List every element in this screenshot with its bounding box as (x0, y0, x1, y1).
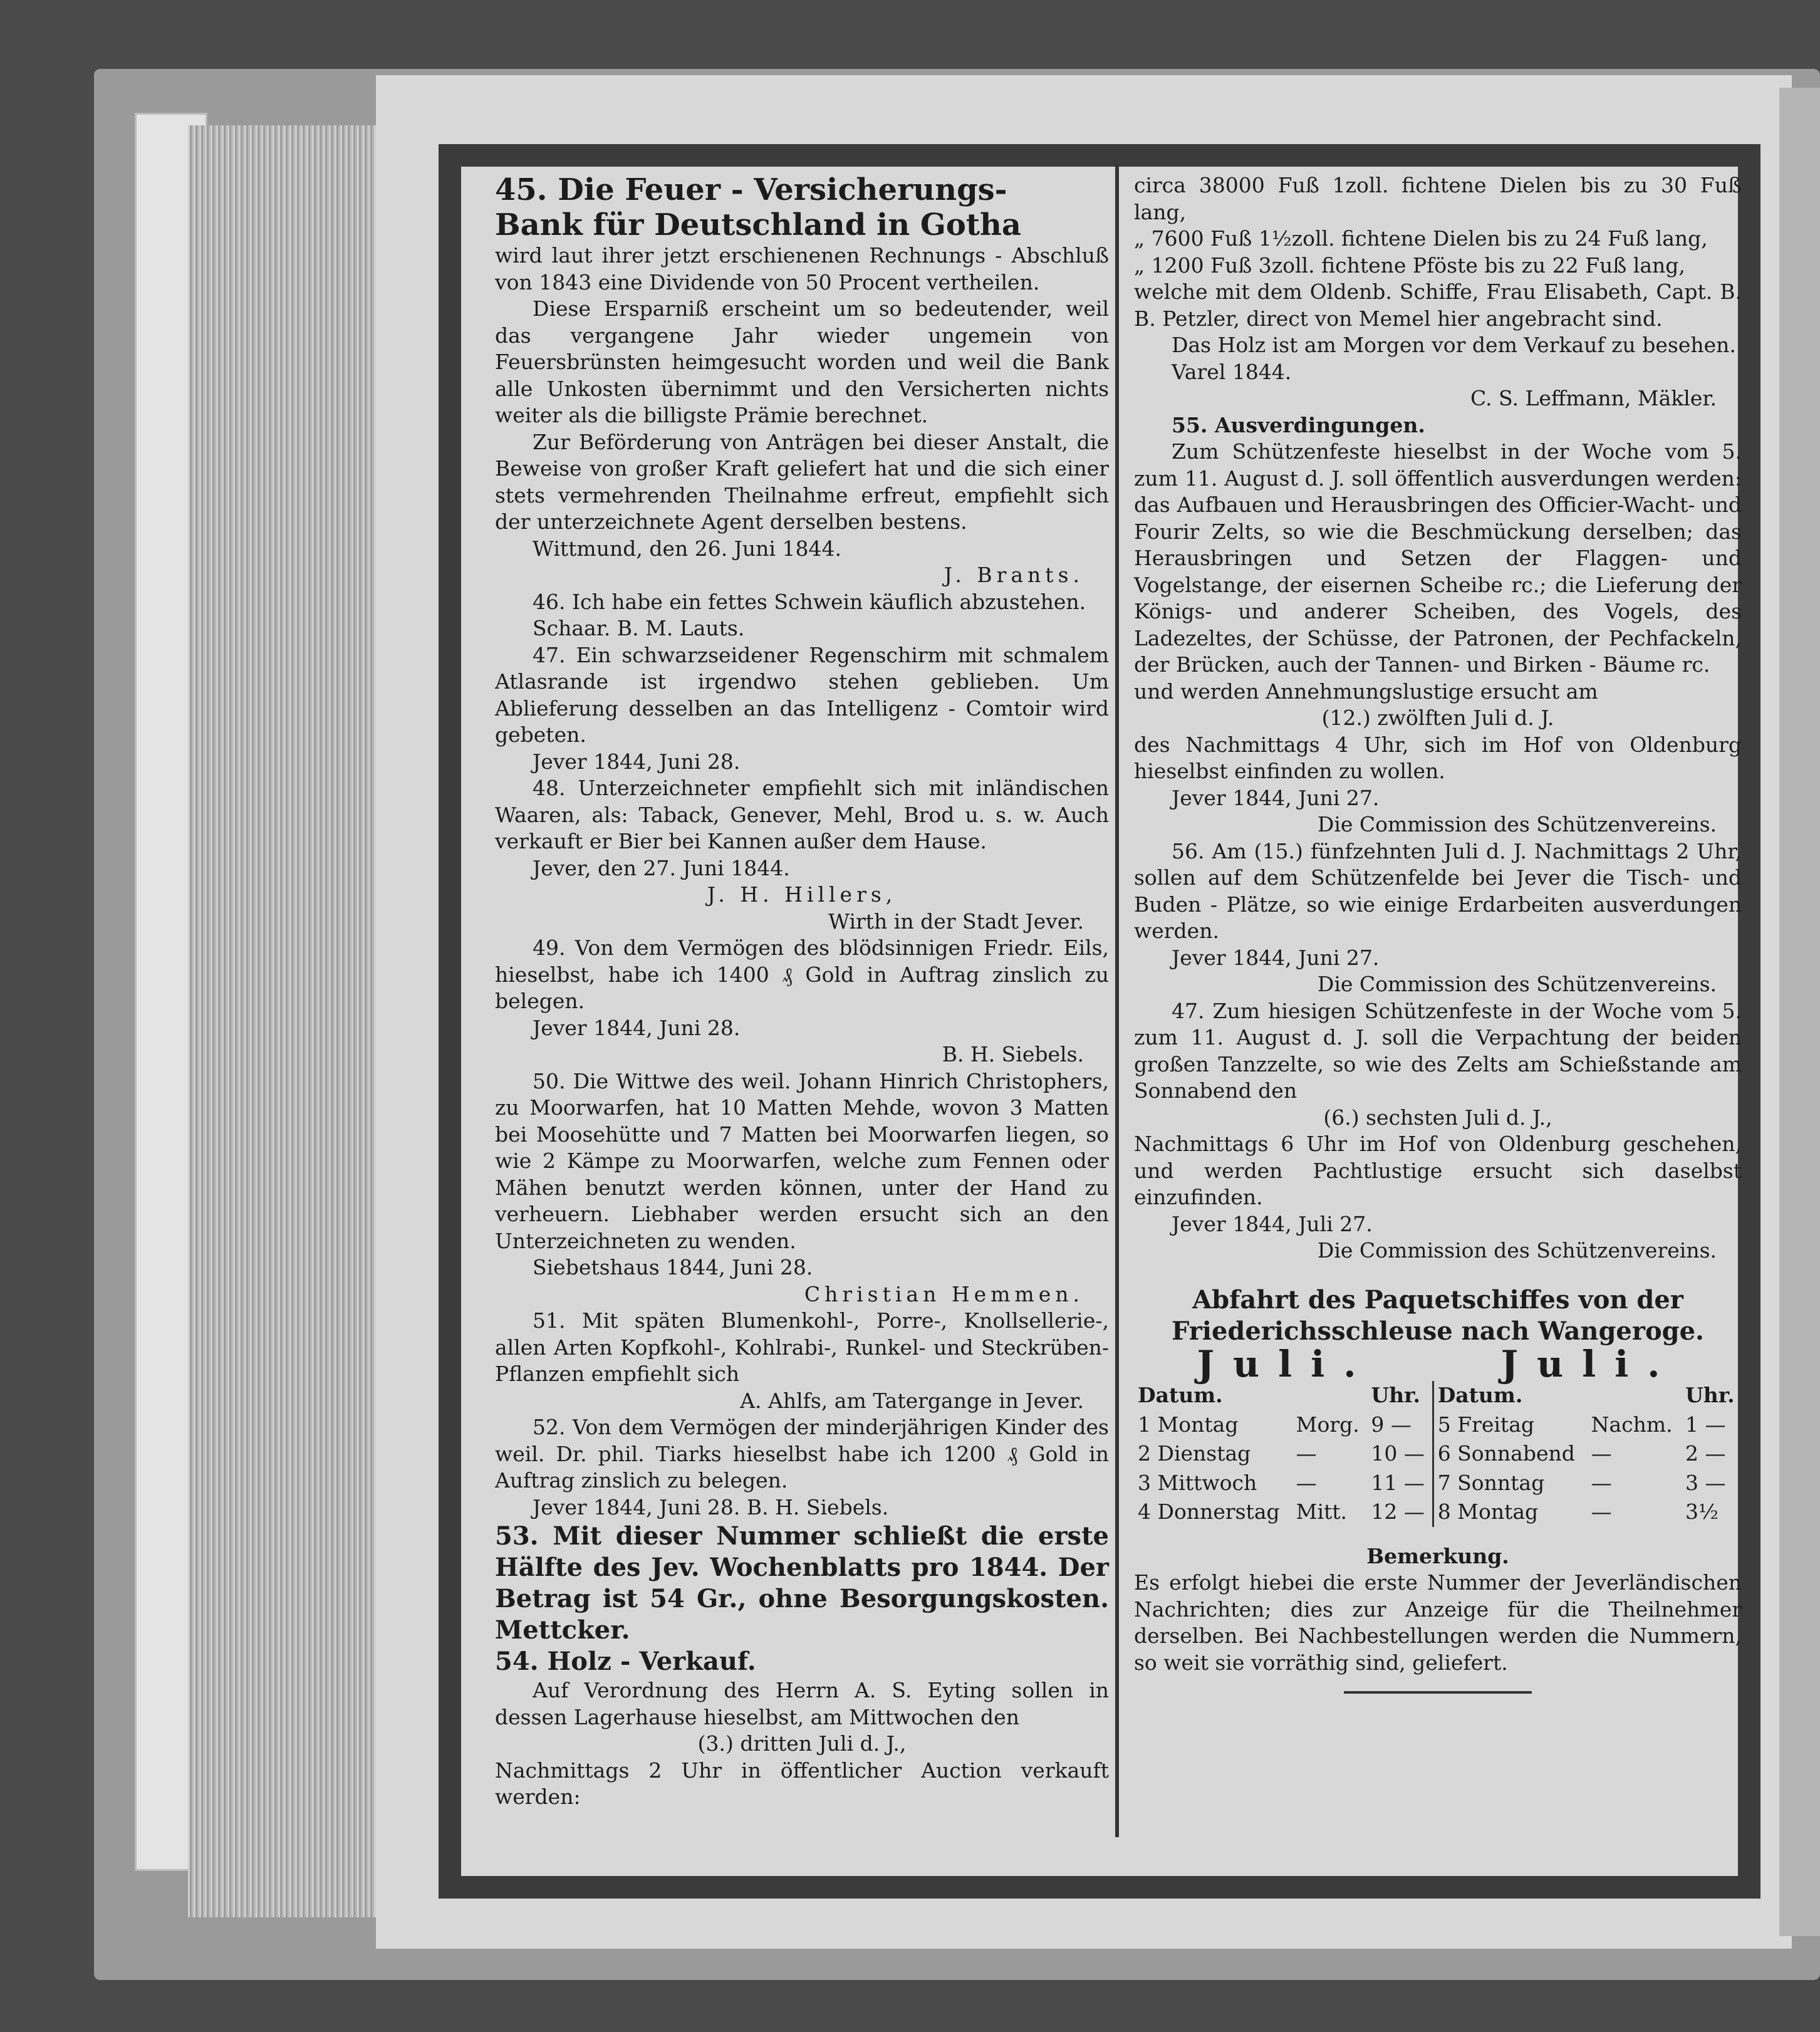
right-paragraph: Jever 1844, Juni 27. (1172, 785, 1380, 810)
left-paragraph: 47. Ein schwarzseidener Regenschirm mit schmalem Atlasrande ist irgendwo stehen geblieben. Um Ablieferung desselben an das Intelligenz - Comtoir wird gebeten. (495, 642, 1109, 747)
timetable-cell: 1 — (1685, 1412, 1726, 1437)
left-paragraph: Siebetshaus 1844, Juni 28. (533, 1255, 813, 1279)
left-column (495, 172, 1109, 1811)
left-paragraph: Wirth in der Stadt Jever. (828, 909, 1084, 934)
right-paragraph: Die Commission des Schützenvereins. (1317, 812, 1717, 836)
timetable-cell: 3½ (1685, 1499, 1719, 1524)
right-paragraph: (12.) zwölften Juli d. J. (1321, 706, 1554, 730)
table-row (1134, 1469, 1742, 1498)
left-paragraph: J. H. Hillers, (707, 882, 897, 907)
timetable-cell: Nachm. (1591, 1412, 1673, 1437)
closing-rule (1344, 1691, 1532, 1694)
timetable-title: Abfahrt des Paquetschiffes von der Friederichsschleuse nach Wangeroge. (1172, 1284, 1704, 1346)
right-paragraph: Die Commission des Schützenvereins. (1317, 972, 1717, 996)
right-paragraph: circa 38000 Fuß 1zoll. fichtene Dielen bis zu 30 Fuß lang, (1134, 173, 1742, 224)
left-paragraph: 53. Mit dieser Nummer schließt die erste Hälfte des Jev. Wochenblatts pro 1844. Der Betrag ist 54 Gr., ohne Besorgungskosten. Mettcker. (495, 1521, 1109, 1645)
right-paragraph: C. S. Leffmann, Mäkler. (1470, 386, 1717, 410)
right-paragraph: und werden Annehmungslustige ersucht am (1134, 679, 1598, 704)
right-paragraph: welche mit dem Oldenb. Schiffe, Frau Elisabeth, Capt. B. B. Petzler, direct von Memel hier angebracht sind. (1134, 279, 1742, 331)
left-paragraph: A. Ahlfs, am Tatergange in Jever. (740, 1388, 1084, 1413)
timetable-cell: 12 — (1371, 1499, 1425, 1524)
page-edges (188, 125, 388, 1917)
month-left: Juli. (1197, 1342, 1375, 1385)
right-page-edge (1779, 88, 1820, 1936)
left-paragraph: 52. Von dem Vermögen der minderjährigen Kinder des weil. Dr. phil. Tiarks hieselbst habe ich 1200 ₰ Gold in Auftrag zinslich zu belegen. (495, 1415, 1109, 1493)
timetable-header-cell: Datum. (1433, 1381, 1587, 1410)
timetable-header-cell (1292, 1381, 1368, 1410)
timetable-cell: — (1591, 1499, 1612, 1524)
timetable-cell: 7 Sonntag (1433, 1469, 1587, 1498)
timetable-cell: Mitt. (1296, 1499, 1348, 1524)
left-paragraph: Nachmittags 2 Uhr in öffentlicher Auction verkauft werden: (495, 1758, 1109, 1809)
timetable-cell: 10 — (1371, 1441, 1425, 1466)
left-paragraph: B. H. Siebels. (942, 1042, 1084, 1066)
timetable-table (1134, 1381, 1742, 1527)
left-paragraph: 48. Unterzeichneter empfiehlt sich mit inländischen Waaren, als: Taback, Genever, Mehl, Brod u. s. w. Auch verkauft er Bier bei Kannen außer dem Hause. (495, 776, 1109, 853)
remark-text: Es erfolgt hiebei die erste Nummer der Jeverländischen Nachrichten; dies zur Anzeige für die Theilnehmer derselben. Bei Nachbestellungen werden die Nummern, so weit sie vorräthig sind, geliefert. (1134, 1570, 1742, 1675)
left-paragraph: Bank für Deutschland in Gotha (495, 207, 1021, 242)
timetable-header-row (1134, 1381, 1742, 1410)
timetable-cell: — (1296, 1441, 1317, 1466)
table-row (1134, 1439, 1742, 1469)
right-paragraph: 47. Zum hiesigen Schützenfeste in der Woche vom 5. zum 11. August d. J. soll die Verpachtung der beiden großen Tanzzelte, so wie des Zelts am Schießstande am Sonnabend den (1134, 998, 1742, 1103)
left-paragraph: Diese Ersparniß erscheint um so bedeutender, weil das vergangene Jahr wieder ungemein von Feuersbrünsten heimgesucht worden und weil die Bank alle Unkosten übernimmt und den Versicherten nichts weiter als die billigste Prämie berechnet. (495, 296, 1109, 427)
right-paragraph: Das Holz ist am Morgen vor dem Verkauf zu besehen. (1172, 333, 1736, 357)
left-paragraph: Christian Hemmen. (804, 1281, 1084, 1306)
timetable-cell: 11 — (1371, 1470, 1425, 1495)
left-paragraph: 45. Die Feuer - Versicherungs- (495, 172, 1007, 207)
right-paragraph: Nachmittags 6 Uhr im Hof von Oldenburg geschehen, und werden Pachtlustige ersucht sich daselbst einzufinden. (1134, 1132, 1742, 1209)
right-paragraph: 55. Ausverdingungen. (1172, 412, 1425, 437)
timetable-cell: 2 Dienstag (1138, 1441, 1251, 1466)
left-paragraph: Schaar. B. M. Lauts. (533, 616, 745, 640)
left-paragraph: J. Brants. (944, 563, 1084, 587)
left-paragraph: Jever 1844, Juni 28. (533, 749, 741, 774)
right-paragraph: Jever 1844, Juli 27. (1172, 1211, 1373, 1236)
timetable-cell: — (1296, 1470, 1317, 1495)
right-paragraph: Jever 1844, Juni 27. (1172, 945, 1380, 970)
remark-section (1134, 1543, 1742, 1694)
timetable-cell: 9 — (1371, 1412, 1412, 1437)
timetable-cell: 2 — (1685, 1441, 1726, 1466)
timetable-header-cell: Datum. (1138, 1383, 1223, 1407)
left-paragraph: 54. Holz - Verkauf. (495, 1647, 756, 1676)
ferry-timetable (1134, 1284, 1742, 1527)
left-paragraph: 50. Die Wittwe des weil. Johann Hinrich Christophers, zu Moorwarfen, hat 10 Matten Mehde, wovon 3 Matten bei Moosehütte und 7 Matten bei Moorwarfen liegen, so wie 2 Kämpe zu Moorwarfen, welche zum Fennen oder Mähen benutzt werden können, unter der Hand zu verheuern. Liebhaber werden ersucht sich an den Unterzeichneten zu wenden. (495, 1068, 1109, 1253)
left-paragraph: Auf Verordnung des Herrn A. S. Eyting sollen in dessen Lagerhause hieselbst, am Mittwochen den (495, 1678, 1109, 1729)
remark-title: Bemerkung. (1366, 1543, 1509, 1568)
timetable-cell: 6 Sonnabend (1433, 1439, 1587, 1469)
left-paragraph: Zur Beförderung von Anträgen bei dieser Anstalt, die Beweise von großer Kraft geliefert hat und die sich einer stets vermehrenden Theilnahme erfreut, empfiehlt sich der unterzeichnete Agent derselben bestens. (495, 429, 1109, 534)
timetable-cell: 3 Mittwoch (1138, 1470, 1257, 1495)
timetable-cell: — (1591, 1441, 1612, 1466)
timetable-months (1134, 1342, 1742, 1385)
timetable-header-cell: Uhr. (1685, 1383, 1735, 1407)
left-paragraph: Jever, den 27. Juni 1844. (533, 855, 790, 880)
month-right: Juli. (1500, 1342, 1679, 1385)
left-paragraph: Jever 1844, Juni 28. (533, 1015, 741, 1040)
column-divider (1115, 164, 1119, 1837)
timetable-cell: 8 Montag (1433, 1498, 1587, 1527)
table-row (1134, 1410, 1742, 1440)
timetable-cell: 3 — (1685, 1470, 1726, 1495)
right-paragraph: 56. Am (15.) fünfzehnten Juli d. J. Nachmittags 2 Uhr, sollen auf dem Schützenfelde bei Jever die Tisch- und Buden - Plätze, so wie einige Erdarbeiten ausverdungen werden. (1134, 838, 1742, 943)
right-paragraph: Die Commission des Schützenvereins. (1317, 1238, 1717, 1263)
timetable-header-cell (1588, 1381, 1682, 1410)
right-paragraph: (6.) sechsten Juli d. J., (1323, 1105, 1552, 1130)
left-paragraph: 51. Mit späten Blumenkohl-, Porre-, Knollsellerie-, allen Arten Kopfkohl-, Kohlrabi-, Runkel- und Steckrüben-Pflanzen empfiehlt sich (495, 1308, 1109, 1386)
right-paragraph: „ 7600 Fuß 1½zoll. fichtene Dielen bis zu 24 Fuß lang, (1134, 226, 1708, 251)
right-paragraph: „ 1200 Fuß 3zoll. fichtene Pföste bis zu 22 Fuß lang, (1134, 253, 1685, 278)
left-paragraph: 46. Ich habe ein fettes Schwein käuflich abzustehen. (533, 589, 1086, 614)
timetable-cell: 1 Montag (1138, 1412, 1239, 1437)
timetable-cell: 4 Donnerstag (1138, 1499, 1280, 1524)
left-paragraph: 49. Von dem Vermögen des blödsinnigen Friedr. Eils, hieselbst, habe ich 1400 ₰ Gold in Auftrag zinslich zu belegen. (495, 935, 1109, 1013)
table-row (1134, 1498, 1742, 1527)
right-paragraph: des Nachmittags 4 Uhr, sich im Hof von Oldenburg hieselbst einfinden zu wollen. (1134, 732, 1742, 783)
right-column (1134, 172, 1742, 1694)
timetable-cell: Morg. (1296, 1412, 1360, 1437)
left-paragraph: (3.) dritten Juli d. J., (697, 1731, 907, 1756)
right-paragraph: Varel 1844. (1172, 359, 1292, 384)
left-paragraph: Wittmund, den 26. Juni 1844. (533, 536, 841, 561)
left-paragraph: Jever 1844, Juni 28. B. H. Siebels. (533, 1494, 889, 1519)
timetable-cell: — (1591, 1470, 1612, 1495)
timetable-cell: 5 Freitag (1433, 1410, 1587, 1440)
right-column-text (1134, 172, 1742, 1264)
timetable-header-cell: Uhr. (1371, 1383, 1420, 1407)
left-paragraph: wird laut ihrer jetzt erschienenen Rechnungs - Abschluß von 1843 eine Dividende von 50 Procent vertheilen. (495, 243, 1109, 294)
right-paragraph: Zum Schützenfeste hieselbst in der Woche vom 5. zum 11. August d. J. soll öffentlich ausverdungen werden: das Aufbauen und Herausbringen des Officier-Wacht- und Fourir Zelts, so wie die Beschmückung derselben; das Herausbringen und Setzen der Flaggen- und Vogelstange, der eisernen Scheibe rc.; die Lieferung der Königs- und anderer Scheiben, des Vogels, des Ladezeltes, der Schüsse, der Patronen, der Pechfackeln, der Brücken, auch der Tannen- und Birken - Bäume rc. (1134, 439, 1742, 677)
